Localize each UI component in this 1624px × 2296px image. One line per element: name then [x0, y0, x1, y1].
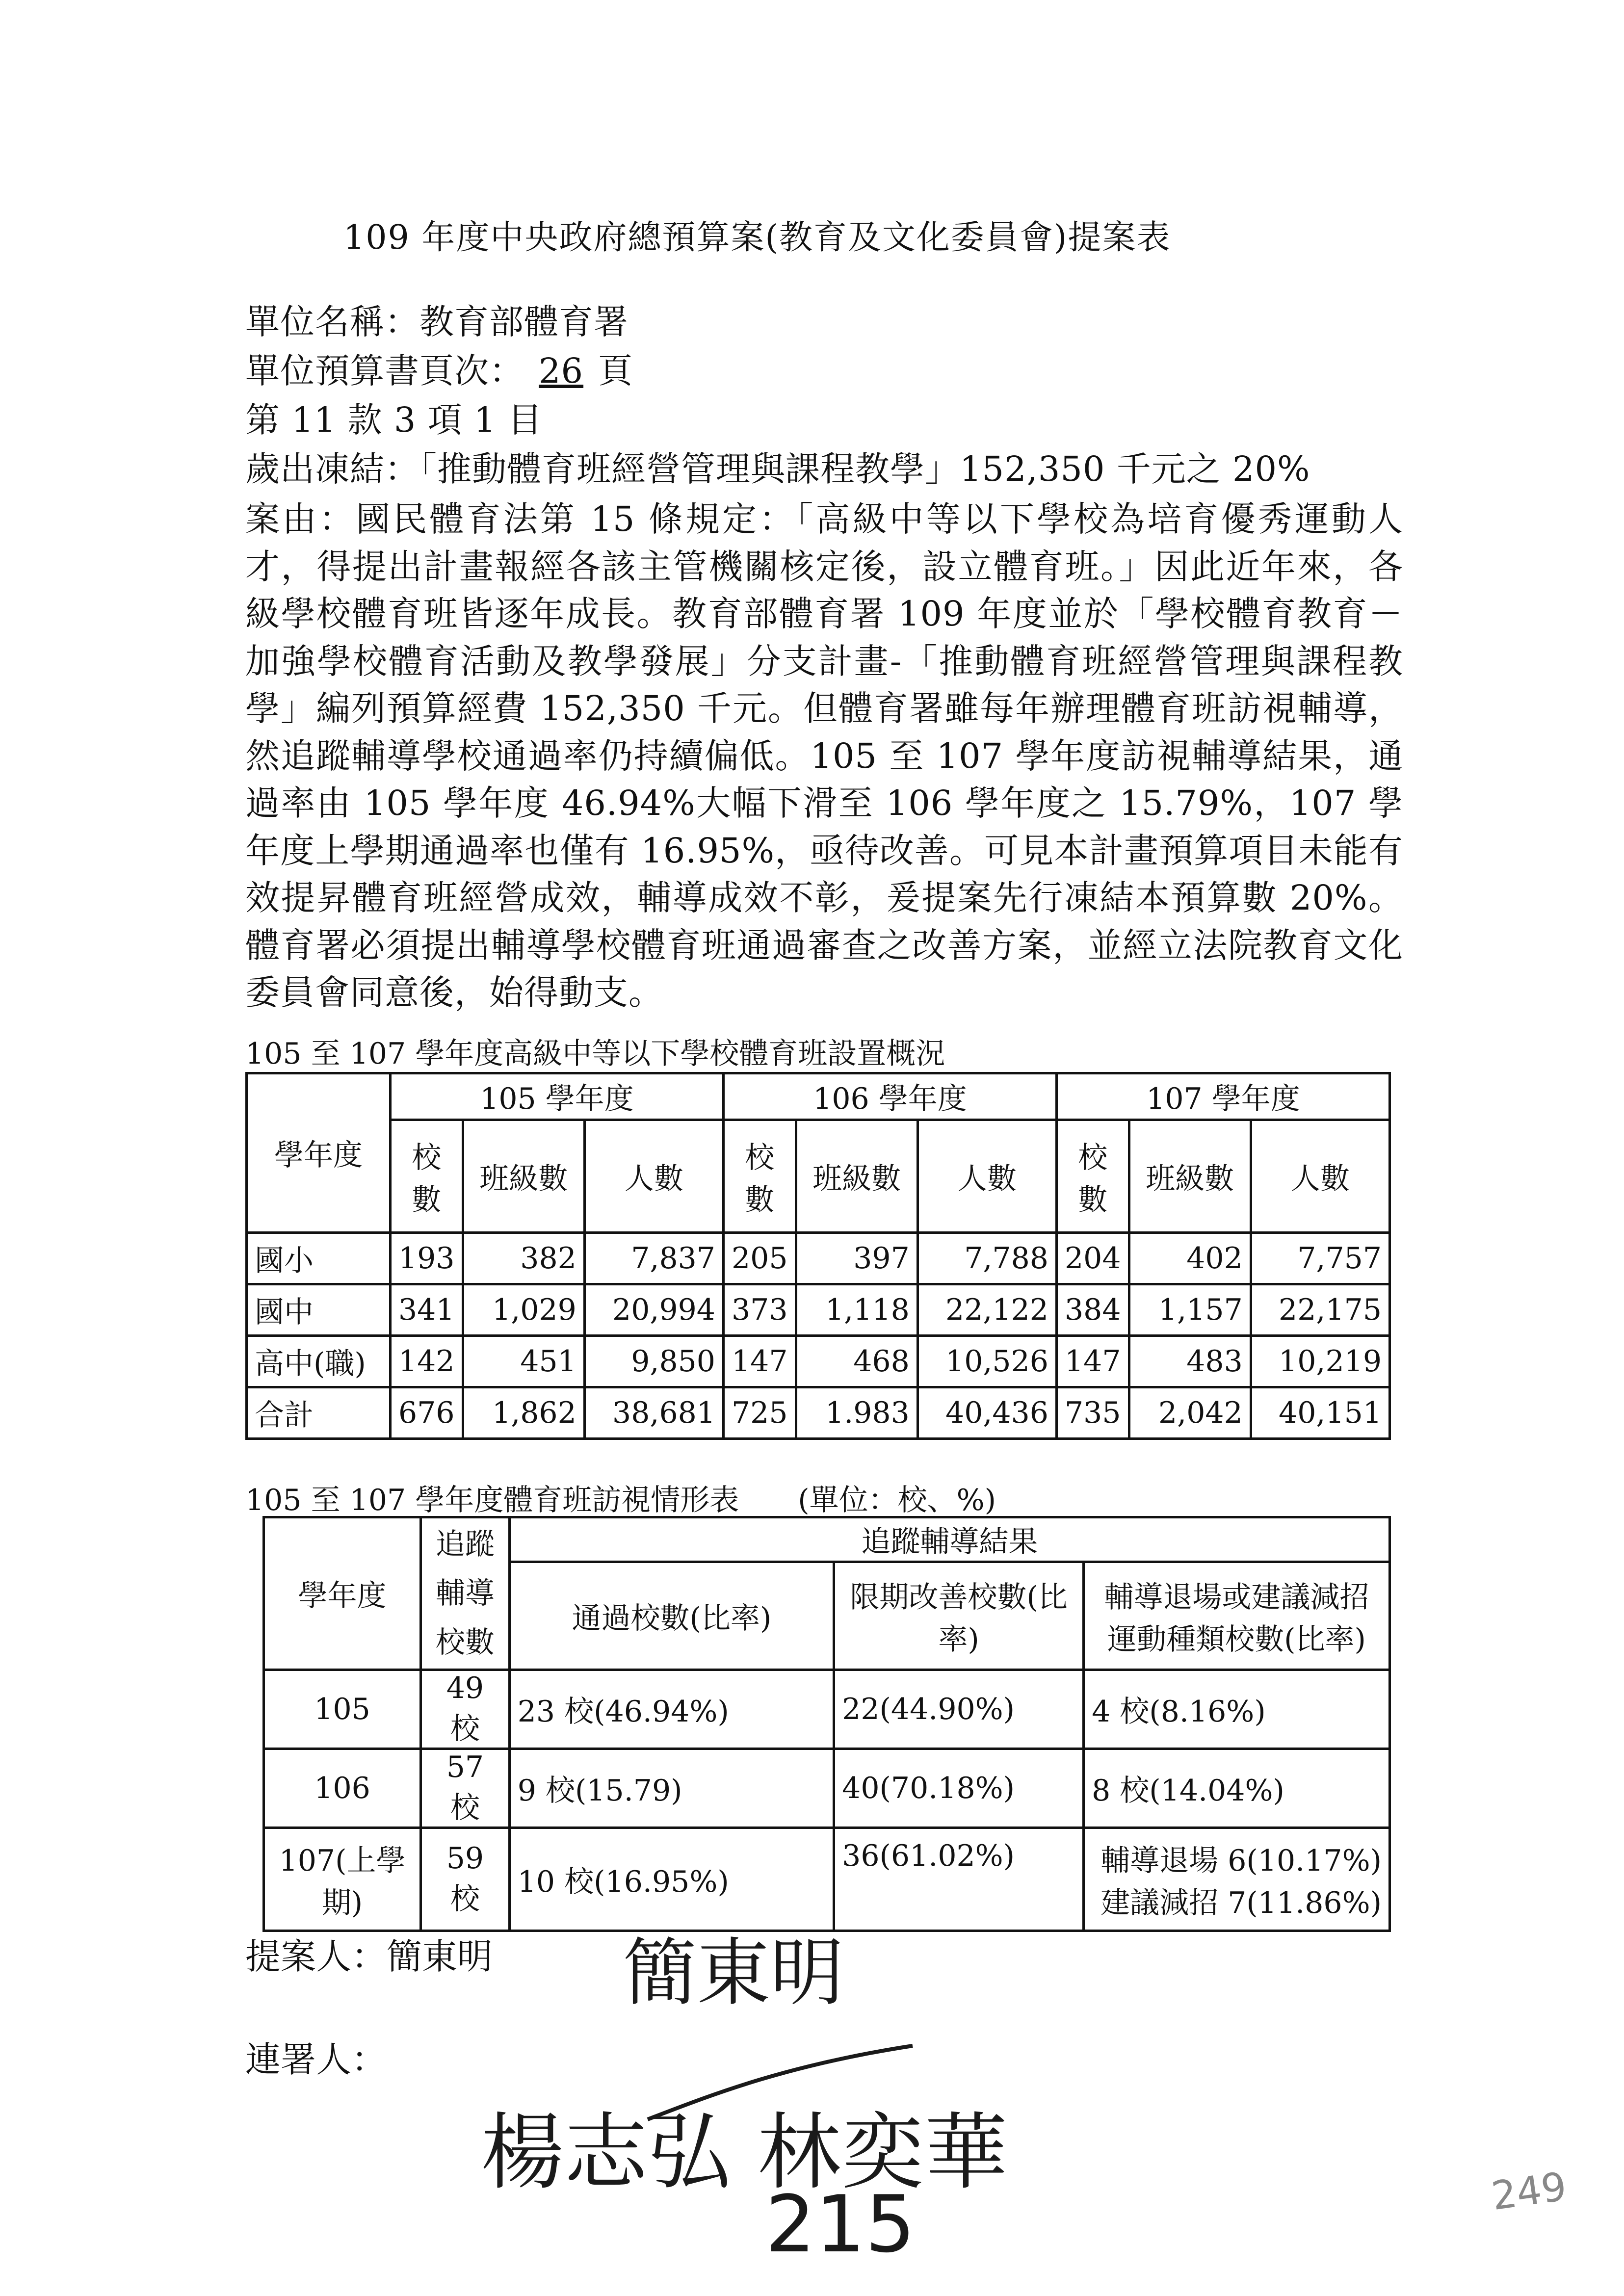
t2-year: 107(上學期): [264, 1828, 421, 1931]
table2-h-result: 追蹤輔導結果: [509, 1517, 1389, 1562]
cell: 1,862: [463, 1387, 584, 1439]
cell: 7,788: [917, 1233, 1056, 1284]
cell: 40,151: [1251, 1387, 1389, 1439]
page-mark: 249: [1489, 2163, 1570, 2219]
cosigner-signatures: 楊志弘 林奕華: [481, 2104, 1008, 2201]
table-row: [264, 1749, 1390, 1828]
t2-year: 106: [264, 1749, 421, 1828]
freeze-line: 歲出凍結：「推動體育班經營管理與課程教學」152,350 千元之 20%: [245, 449, 1310, 489]
cell: 1.983: [796, 1387, 917, 1439]
row-label: 國小: [247, 1233, 391, 1284]
cell: 1,029: [463, 1284, 584, 1336]
table2-caption-line: [245, 1477, 996, 1519]
table1-caption: 105 至 107 學年度高級中等以下學校體育班設置概況: [245, 1037, 945, 1071]
cell: 142: [391, 1336, 463, 1387]
cell: 7,837: [584, 1233, 723, 1284]
table1-year-107: 107 學年度: [1056, 1073, 1389, 1120]
t2-pass: 23 校(46.94%): [509, 1670, 834, 1749]
t2-track: 57 校: [421, 1749, 510, 1828]
table1-sub-schools: 校數: [723, 1120, 796, 1233]
cell: 2,042: [1129, 1387, 1251, 1439]
table1-year-105: 105 學年度: [391, 1073, 724, 1120]
t2-track: 49 校: [421, 1670, 510, 1749]
table1-sub-people: 人數: [584, 1120, 723, 1233]
cell: 9,850: [584, 1336, 723, 1387]
cell: 1,157: [1129, 1284, 1251, 1336]
cell: 147: [1056, 1336, 1129, 1387]
cell: 38,681: [584, 1387, 723, 1439]
page-title: 109 年度中央政府總預算案(教育及文化委員會)提案表: [343, 218, 1171, 257]
cell: 382: [463, 1233, 584, 1284]
t2-pass: 10 校(16.95%): [509, 1828, 834, 1931]
t2-improve: 22(44.90%): [834, 1670, 1084, 1749]
cell: 22,175: [1251, 1284, 1389, 1336]
cell: 341: [391, 1284, 463, 1336]
t2-track: 59 校: [421, 1828, 510, 1931]
table2-caption: 105 至 107 學年度體育班訪視情形表: [245, 1483, 739, 1517]
cell: 20,994: [584, 1284, 723, 1336]
table1-sub-classes: 班級數: [463, 1120, 584, 1233]
budget-page-line: [245, 343, 633, 393]
table1-sub-people: 人數: [1251, 1120, 1389, 1233]
signature-stroke: [638, 2036, 932, 2134]
table-row: [247, 1336, 1390, 1387]
cell: 483: [1129, 1336, 1251, 1387]
table-row: [247, 1284, 1390, 1336]
cell: 1,118: [796, 1284, 917, 1336]
table-row: [264, 1670, 1390, 1749]
budget-page-suffix: 頁: [598, 351, 633, 391]
cell: 147: [723, 1336, 796, 1387]
t2-year: 105: [264, 1670, 421, 1749]
table1-corner: 學年度: [247, 1073, 391, 1233]
table2-h-pass: 通過校數(比率): [509, 1562, 834, 1670]
table1-sub-people: 人數: [917, 1120, 1056, 1233]
cell: 468: [796, 1336, 917, 1387]
proposer-label: 提案人：簡東明: [245, 1936, 493, 1977]
t2-exit: 4 校(8.16%): [1084, 1670, 1390, 1749]
cell: 397: [796, 1233, 917, 1284]
table1-sub-classes: 班級數: [1129, 1120, 1251, 1233]
budget-page-prefix: 單位預算書頁次：: [245, 351, 524, 391]
table-row: [247, 1387, 1390, 1439]
cell: 7,757: [1251, 1233, 1389, 1284]
table1-sub-classes: 班級數: [796, 1120, 917, 1233]
table1-sub-schools: 校數: [1056, 1120, 1129, 1233]
cell: 402: [1129, 1233, 1251, 1284]
table1-year-106: 106 學年度: [723, 1073, 1056, 1120]
cell: 10,526: [917, 1336, 1056, 1387]
table2-h-year: 學年度: [264, 1517, 421, 1670]
table-row: [247, 1233, 1390, 1284]
cell: 676: [391, 1387, 463, 1439]
reason-paragraph: 案由：國民體育法第 15 條規定：「高級中等以下學校為培育優秀運動人才，得提出計畫報經各該主管機關核定後，設立體育班。」因此近年來，各級學校體育班皆逐年成長。教育部體育署 109 年度並於「學校體育教育－加強學校體育活動及教學發展」分支計畫-「推動體育班經營管理與課程教學」編列預算經費 152,350 千元。但體育署雖每年辦理體育班訪視輔導，然追蹤輔導學校通過率仍持續偏低。105 至 107 學年度訪視輔導結果，通過率由 105 學年度 46.94%大幅下滑至 106 學年度之 15.79%，107 學年度上學期通過率也僅有 16.95%，亟待改善。可見本計畫預算項目未能有效提昇體育班經營成效，輔導成效不彰，爰提案先行凍結本預算數 20%。體育署必須提出輔導學校體育班通過審查之改善方案，並經立法院教育文化委員會同意後，始得動支。: [245, 499, 1403, 1013]
cell: 22,122: [917, 1284, 1056, 1336]
table1: [245, 1072, 1391, 1440]
cell: 204: [1056, 1233, 1129, 1284]
table2-h-improve: 限期改善校數(比率): [834, 1562, 1084, 1670]
cell: 193: [391, 1233, 463, 1284]
cell: 725: [723, 1387, 796, 1439]
unit-name: 單位名稱：教育部體育署: [245, 302, 629, 342]
row-label: 高中(職): [247, 1336, 391, 1387]
t2-improve: 40(70.18%): [834, 1749, 1084, 1828]
cosigner-label: 連署人：: [245, 2039, 387, 2080]
proposer-signature: 簡東明: [623, 1931, 844, 2016]
t2-improve: 36(61.02%): [834, 1828, 1084, 1931]
cell: 735: [1056, 1387, 1129, 1439]
cell: 384: [1056, 1284, 1129, 1336]
cell: 451: [463, 1336, 584, 1387]
table2-unit: (單位：校、%): [798, 1483, 996, 1517]
table2: [262, 1516, 1391, 1932]
cell: 373: [723, 1284, 796, 1336]
cell: 40,436: [917, 1387, 1056, 1439]
cell: 205: [723, 1233, 796, 1284]
t2-exit: 8 校(14.04%): [1084, 1749, 1390, 1828]
table2-h-track: 追蹤輔導校數: [421, 1517, 510, 1670]
cosigner-number: 215: [765, 2178, 916, 2270]
budget-page-number: 26: [539, 351, 584, 391]
t2-exit: 輔導退場 6(10.17%) 建議減招 7(11.86%): [1084, 1828, 1390, 1931]
row-label: 國中: [247, 1284, 391, 1336]
cell: 10,219: [1251, 1336, 1389, 1387]
item-line: 第 11 款 3 項 1 目: [245, 400, 543, 440]
t2-pass: 9 校(15.79): [509, 1749, 834, 1828]
table1-sub-schools: 校數: [391, 1120, 463, 1233]
row-label: 合計: [247, 1387, 391, 1439]
table2-h-exit: 輔導退場或建議減招運動種類校數(比率): [1084, 1562, 1390, 1670]
